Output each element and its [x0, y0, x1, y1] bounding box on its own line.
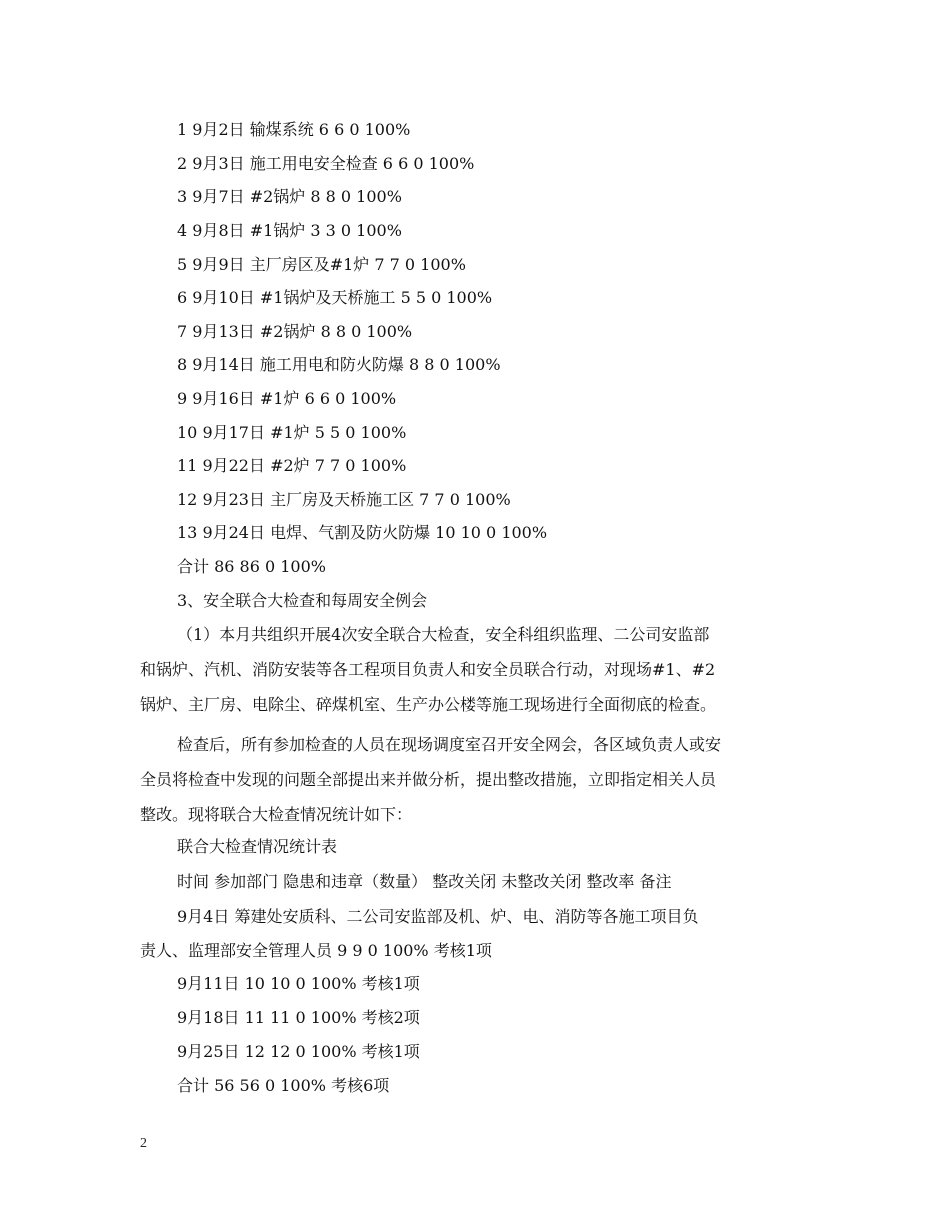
table-row: 9月4日 筹建处安质科、二公司安监部及机、炉、电、消防等各施工项目负	[177, 907, 699, 926]
section-heading: 3、安全联合大检查和每周安全例会	[177, 591, 428, 610]
inspection-row: 1 9月2日 输煤系统 6 6 0 100%	[177, 120, 411, 139]
paragraph-line: 整改。现将联合大检查情况统计如下：	[140, 805, 413, 824]
table-row-continuation: 责人、监理部安全管理人员 9 9 0 100% 考核1项	[140, 941, 492, 960]
paragraph-line: 检查后，所有参加检查的人员在现场调度室召开安全网会，各区域负责人或安	[177, 735, 722, 754]
inspection-row: 7 9月13日 #2锅炉 8 8 0 100%	[177, 322, 413, 341]
paragraph-line: （1）本月共组织开展4次安全联合大检查，安全科组织监理、二公司安监部	[177, 625, 710, 644]
inspection-row: 6 9月10日 #1锅炉及天桥施工 5 5 0 100%	[177, 288, 493, 307]
inspection-row: 12 9月23日 主厂房及天桥施工区 7 7 0 100%	[177, 490, 511, 509]
inspection-row: 4 9月8日 #1锅炉 3 3 0 100%	[177, 221, 402, 240]
inspection-row: 2 9月3日 施工用电安全检查 6 6 0 100%	[177, 154, 475, 173]
paragraph-line: 全员将检查中发现的问题全部提出来并做分析，提出整改措施，立即指定相关人员	[140, 770, 717, 789]
table-row: 9月25日 12 12 0 100% 考核1项	[177, 1042, 420, 1061]
inspection-row: 5 9月9日 主厂房区及#1炉 7 7 0 100%	[177, 255, 466, 274]
table-header: 时间 参加部门 隐患和违章（数量） 整改关闭 未整改关闭 整改率 备注	[177, 872, 672, 891]
inspection-row: 10 9月17日 #1炉 5 5 0 100%	[177, 423, 407, 442]
table-title: 联合大检查情况统计表	[177, 837, 338, 856]
inspection-row: 3 9月7日 #2锅炉 8 8 0 100%	[177, 187, 402, 206]
inspection-row: 13 9月24日 电焊、气割及防火防爆 10 10 0 100%	[177, 523, 548, 542]
paragraph-line: 和锅炉、汽机、消防安装等各工程项目负责人和安全员联合行动，对现场#1、#2	[140, 660, 716, 679]
paragraph-line: 锅炉、主厂房、电除尘、碎煤机室、生产办公楼等施工现场进行全面彻底的检查。	[140, 695, 717, 714]
page-number: 2	[140, 1136, 147, 1151]
inspection-row: 8 9月14日 施工用电和防火防爆 8 8 0 100%	[177, 355, 501, 374]
inspection-row: 9 9月16日 #1炉 6 6 0 100%	[177, 389, 397, 408]
inspection-total: 合计 86 86 0 100%	[177, 557, 326, 576]
table-row: 9月11日 10 10 0 100% 考核1项	[177, 974, 420, 993]
table-total: 合计 56 56 0 100% 考核6项	[177, 1076, 390, 1095]
table-row: 9月18日 11 11 0 100% 考核2项	[177, 1008, 420, 1027]
inspection-row: 11 9月22日 #2炉 7 7 0 100%	[177, 456, 407, 475]
